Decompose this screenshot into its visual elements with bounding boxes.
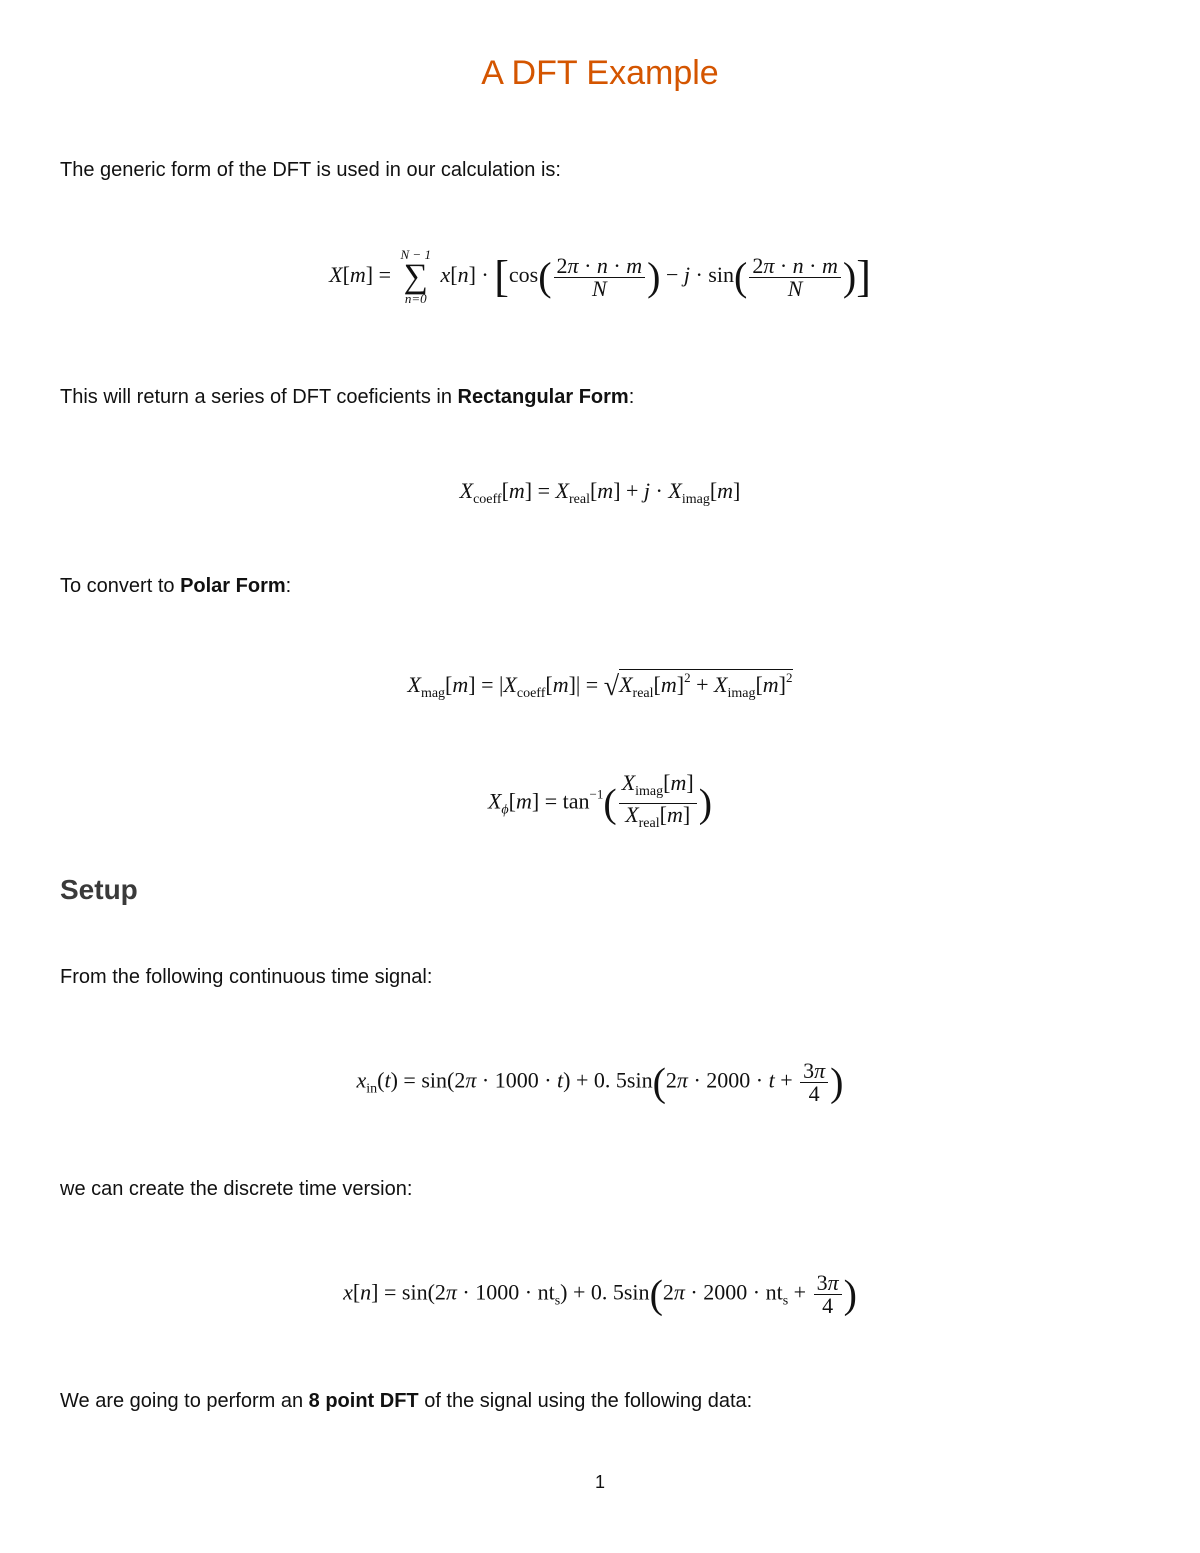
- summation-upper-limit: N − 1: [400, 247, 431, 262]
- magnitude-equation: $X_{mag}[m] = |X_{coeff}[m]| = √X_{real}[m]^2 + X_{imag}[m]^2$: [407, 670, 793, 702]
- continuous-signal-paragraph: From the following continuous time signal:: [60, 966, 433, 988]
- polar-paragraph: To convert to Polar Form:: [60, 575, 292, 597]
- summation-lower-limit: n=0: [404, 291, 427, 306]
- discrete-signal-equation: $x[n] = \sin(2\pi \cdot 1000 \cdot nt_s) + 0$. $5\sin(2\pi \cdot 2000 \cdot nt_s$ + $\frac{3\pi}{4}$ ): [343, 1270, 857, 1318]
- page-title: A DFT Example: [481, 54, 719, 92]
- rectangular-form-equation: $X_{coeff}[m] = X_{real}[m] + j \cdot X_{imag}[m]$: [459, 478, 741, 507]
- setup-heading: Setup: [60, 874, 138, 905]
- discrete-signal-paragraph: we can create the discrete time version:: [60, 1178, 413, 1200]
- page-number: 1: [594, 1472, 605, 1492]
- eight-point-dft-term: 8 point DFT: [308, 1390, 419, 1412]
- rectangular-paragraph: This will return a series of DFT coeficients in Rectangular Form:: [60, 386, 635, 408]
- continuous-signal-equation: $x_{in}(t) = \sin(2\pi \cdot 1000 \cdot t) + 0$. 5sin(2π · 2000 · t + $\frac{3\pi}{4}$ ): [356, 1058, 844, 1106]
- summation: N − 1 ∑ n=0: [400, 247, 431, 306]
- phase-equation: $X_\phi[m] = \tan^{-1}$( $\frac{X_{imag}[m]}{X_{real}[m]}$ ): [487, 770, 713, 831]
- rectangular-form-term: Rectangular Form: [457, 386, 629, 408]
- dft-definition-equation: X[m] = N − 1 ∑ n=0 x[n] · [cos( $\frac{2\pi \cdot n \cdot m}{N}$ ) − j · sin( $\frac{2\pi \cdot n \cdot m}{N}$ )]: [329, 247, 871, 306]
- intro-paragraph: The generic form of the DFT is used in our calculation is:: [60, 159, 561, 181]
- dft-setup-paragraph: We are going to perform an 8 point DFT of the signal using the following data:: [60, 1390, 753, 1412]
- polar-form-term: Polar Form: [180, 575, 286, 597]
